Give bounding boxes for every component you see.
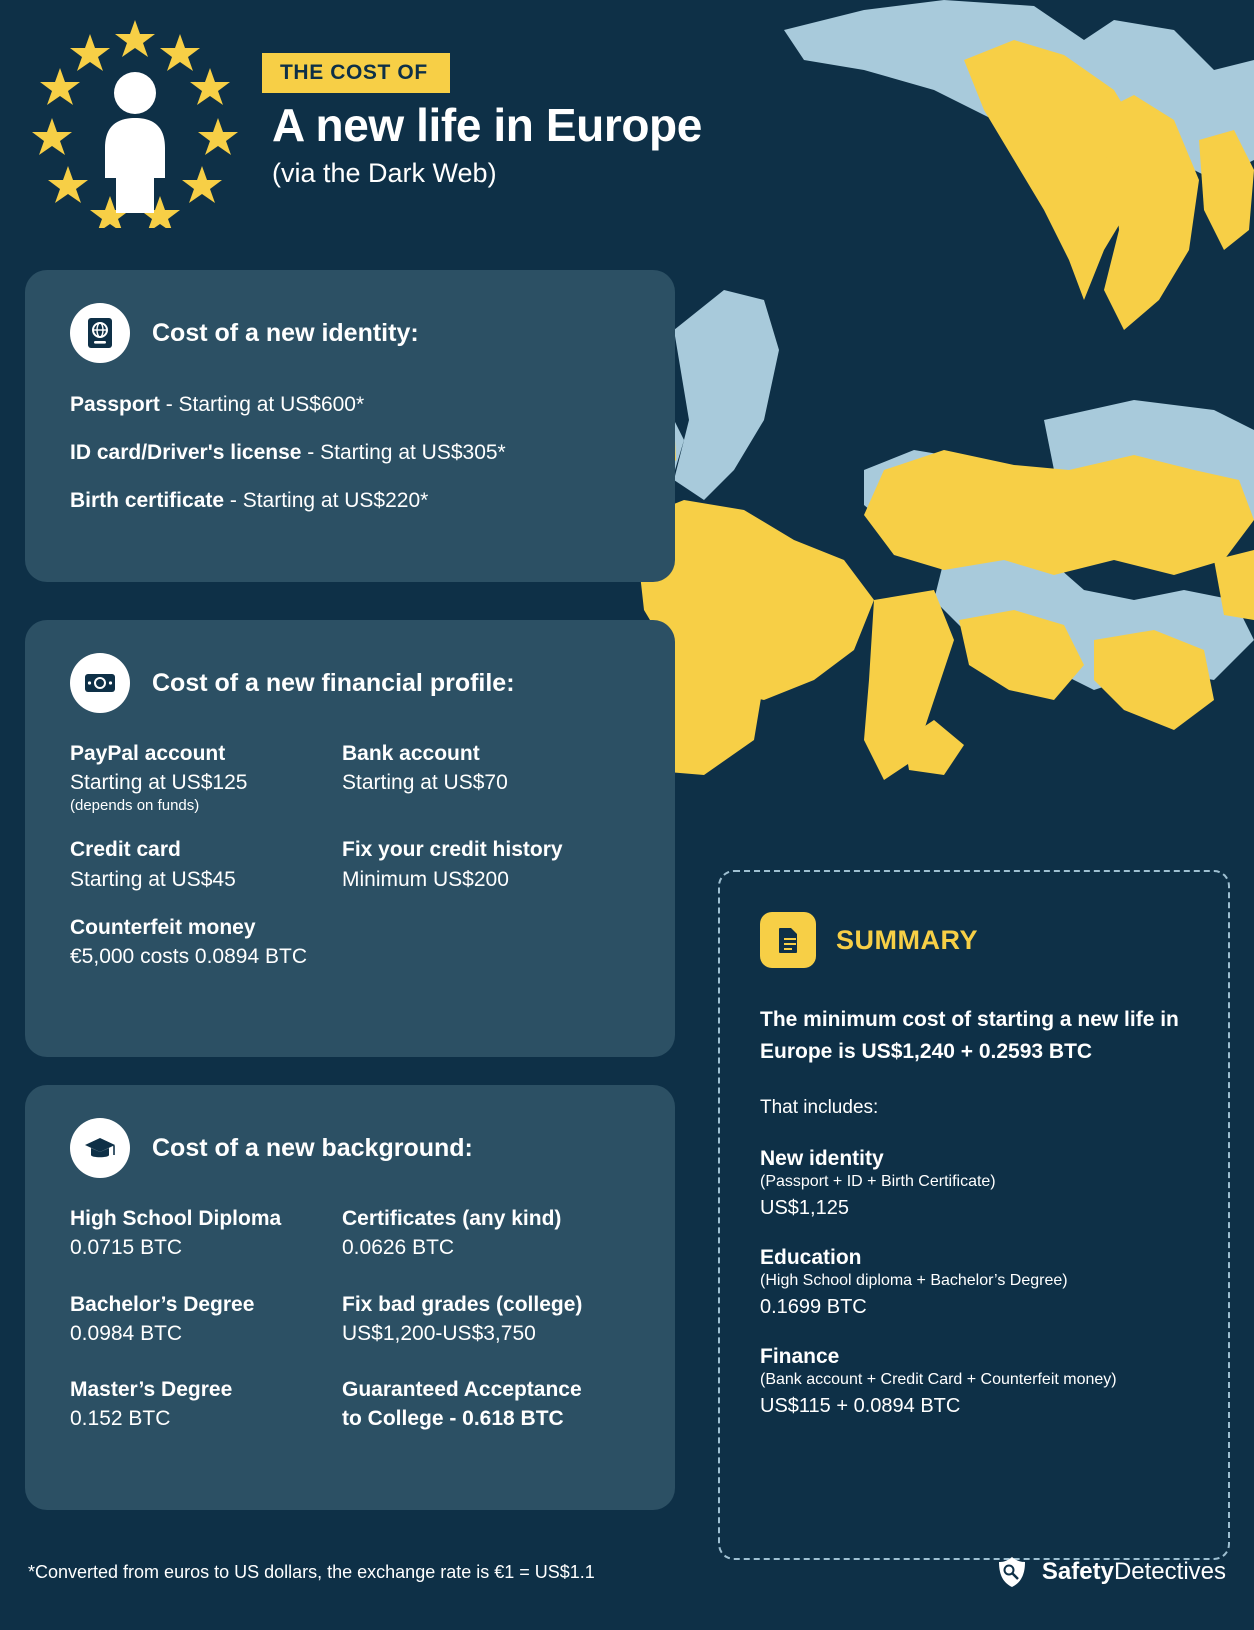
- list-item: [70, 915, 342, 971]
- summary-block-note: (Passport + ID + Birth Certificate): [760, 1173, 996, 1190]
- list-item: [70, 837, 342, 893]
- list-item: [342, 741, 675, 815]
- banknote-icon: [70, 653, 130, 713]
- list-item: [70, 1377, 342, 1436]
- identity-item-label: ID card/Driver's license: [70, 441, 302, 464]
- item-title: Guaranteed Acceptance: [342, 1378, 582, 1401]
- identity-item-value: - Starting at US$600*: [159, 393, 365, 416]
- brand-logo-group: [994, 1554, 1226, 1590]
- item-title: Master’s Degree: [70, 1378, 233, 1401]
- item-title: Fix your credit history: [342, 838, 563, 862]
- list-item: [70, 393, 675, 417]
- kicker-tag: THE COST OF: [262, 53, 450, 93]
- summary-block-note: (Bank account + Credit Card + Counterfeit money): [760, 1371, 1117, 1388]
- panel-identity-header: [25, 270, 675, 363]
- panel-background-title: Cost of a new background:: [152, 1133, 473, 1162]
- summary-title: SUMMARY: [836, 924, 978, 955]
- item-value: 0.0984 BTC: [70, 1321, 183, 1345]
- summary-block-value: US$115 + 0.0894 BTC: [760, 1395, 961, 1417]
- background-grid: [25, 1178, 675, 1436]
- list-item: [70, 741, 342, 815]
- item-value: Starting at US$125: [70, 771, 248, 795]
- item-title: Counterfeit money: [70, 915, 256, 939]
- item-value: Minimum US$200: [342, 867, 509, 891]
- graduation-cap-icon: [70, 1118, 130, 1178]
- panel-background-header: [25, 1085, 675, 1178]
- item-value: 0.0715 BTC: [70, 1236, 183, 1260]
- item-note: (depends on funds): [70, 796, 200, 814]
- financial-grid: [25, 713, 675, 970]
- list-item: [70, 1206, 342, 1262]
- brand-bold: Safety: [1041, 1558, 1114, 1585]
- list-item: [342, 1377, 675, 1436]
- safetydetectives-icon: [994, 1554, 1030, 1590]
- item-title: PayPal account: [70, 742, 226, 765]
- list-item: [342, 1292, 675, 1348]
- item-title: Certificates (any kind): [342, 1207, 562, 1230]
- list-item: [70, 1292, 342, 1348]
- summary-block-title: Finance: [760, 1345, 840, 1368]
- summary-block: [760, 1147, 1194, 1220]
- identity-item-value: - Starting at US$220*: [224, 489, 429, 512]
- list-item: [70, 489, 675, 513]
- header: [0, 0, 800, 230]
- summary-includes-label: That includes:: [760, 1097, 879, 1118]
- page-title: A new life in Europe: [272, 99, 702, 151]
- item-title: High School Diploma: [70, 1207, 282, 1230]
- summary-header: [760, 912, 1194, 968]
- identity-item-label: Passport: [70, 393, 160, 416]
- page-subtitle: (via the Dark Web): [272, 158, 497, 188]
- eu-emblem-icon: [30, 18, 240, 228]
- panel-financial-header: [25, 620, 675, 713]
- panel-identity-title: Cost of a new identity:: [152, 318, 419, 347]
- identity-item-label: Birth certificate: [70, 489, 225, 512]
- summary-block: [760, 1345, 1194, 1418]
- summary-block-value: US$1,125: [760, 1197, 849, 1219]
- item-value: US$1,200-US$3,750: [342, 1321, 536, 1345]
- item-title: Fix bad grades (college): [342, 1292, 583, 1316]
- item-title: Credit card: [70, 838, 181, 862]
- person-icon: [105, 72, 165, 213]
- list-item: [70, 441, 675, 465]
- summary-panel: [718, 870, 1230, 1560]
- panel-financial: [25, 620, 675, 1057]
- summary-block-title: New identity: [760, 1147, 884, 1170]
- item-title: Bachelor’s Degree: [70, 1292, 255, 1316]
- item-value: 0.152 BTC: [70, 1407, 171, 1431]
- panel-background: [25, 1085, 675, 1510]
- item-value: Starting at US$70: [342, 771, 508, 795]
- passport-icon: [70, 303, 130, 363]
- document-icon: [760, 912, 816, 968]
- summary-lead: The minimum cost of starting a new life in Europe is US$1,240 + 0.2593 BTC: [760, 1008, 1179, 1063]
- panel-financial-title: Cost of a new financial profile:: [152, 668, 515, 697]
- footnote: *Converted from euros to US dollars, the exchange rate is €1 = US$1.1: [28, 1562, 595, 1582]
- item-value: to College - 0.618 BTC: [342, 1407, 564, 1431]
- summary-block-value: 0.1699 BTC: [760, 1296, 867, 1318]
- identity-list: [25, 363, 675, 513]
- list-item: [342, 1206, 675, 1262]
- brand-light: Detectives: [1113, 1558, 1226, 1585]
- summary-block: [760, 1246, 1194, 1319]
- panel-identity: [25, 270, 675, 582]
- identity-item-value: - Starting at US$305*: [301, 441, 506, 464]
- item-value: Starting at US$45: [70, 867, 236, 891]
- summary-block-title: Education: [760, 1246, 862, 1269]
- list-item: [342, 837, 675, 893]
- brand-text: [1042, 1558, 1226, 1586]
- item-value: 0.0626 BTC: [342, 1236, 455, 1260]
- summary-block-note: (High School diploma + Bachelor’s Degree): [760, 1272, 1068, 1289]
- item-title: Bank account: [342, 742, 480, 765]
- item-value: €5,000 costs 0.0894 BTC: [70, 945, 307, 968]
